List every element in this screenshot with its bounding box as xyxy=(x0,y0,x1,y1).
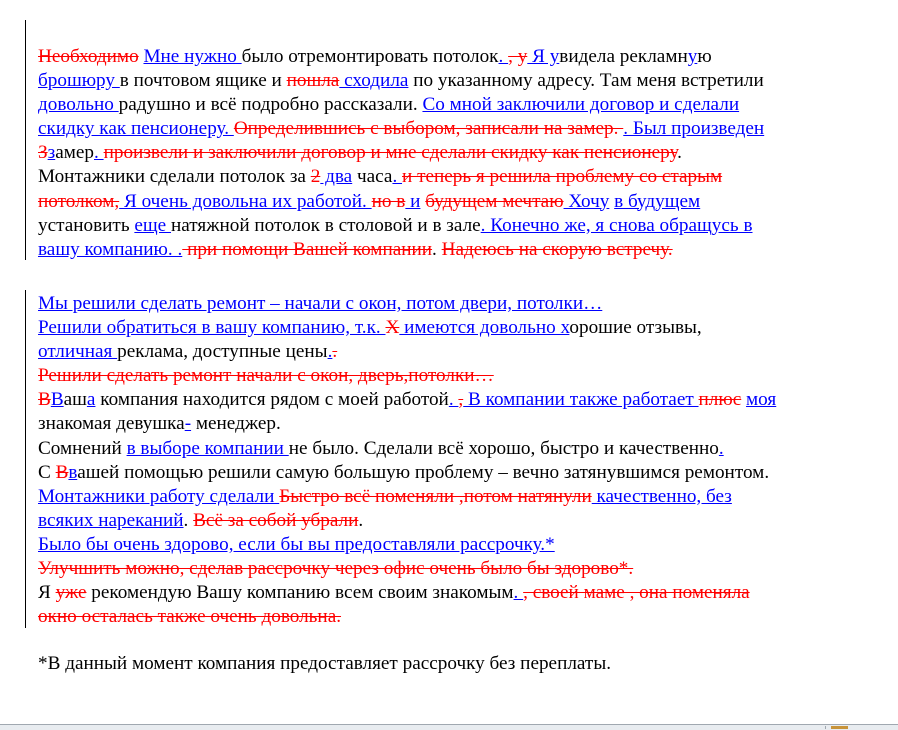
tracked-insertion: Мне нужно xyxy=(143,46,242,67)
tracked-insertion: В xyxy=(50,389,64,411)
text-run: . xyxy=(677,142,682,164)
tracked-insertion: сходила xyxy=(339,70,409,92)
text-run: С xyxy=(38,461,56,483)
text-run: знакомая девушка xyxy=(38,413,185,435)
tracked-insertion: В компании также работает xyxy=(463,389,699,411)
tracked-insertion: качественно, без xyxy=(591,485,732,507)
text-line xyxy=(38,485,868,509)
tracked-insertion: скидку как пенсионеру. xyxy=(38,118,234,140)
tracked-deletion: потолком, xyxy=(38,190,120,212)
text-run: установить xyxy=(38,214,135,236)
tracked-insertion: Решили обратиться в вашу компанию, т.к. xyxy=(38,317,386,339)
text-line xyxy=(38,340,868,364)
tracked-insertion: . Конечно же, я снова обращусь в xyxy=(480,214,753,236)
text-run: . xyxy=(183,509,194,531)
tracked-deletion: Надеюсь на скорую встречу. xyxy=(441,238,673,260)
text-run: Монтажники сделали потолок за xyxy=(38,166,311,188)
tracked-insertion: Со мной заключили договор и сделали xyxy=(422,94,740,116)
tracked-insertion: а xyxy=(86,389,96,411)
text-run: менеджер. xyxy=(191,413,281,435)
text-run: реклама, доступные цены xyxy=(117,341,328,363)
text-line xyxy=(38,141,868,165)
tracked-insertion: з xyxy=(47,142,56,164)
text-run: рекомендую Вашу компанию всем своим знакомым xyxy=(86,582,514,604)
tracked-deletion: Решили сделать ремонт начали с окон, дверь,потолки… xyxy=(38,365,494,387)
text-line xyxy=(38,581,868,605)
change-bar-paragraph-1 xyxy=(25,20,26,260)
tracked-insertion: в выборе компании xyxy=(126,437,289,459)
tracked-deletion: Всё за собой убрали xyxy=(193,509,359,531)
text-line xyxy=(38,117,868,141)
status-bar xyxy=(0,724,898,730)
tracked-deletion: Необходимо xyxy=(38,46,139,67)
tracked-deletion: , xyxy=(458,389,464,411)
text-line xyxy=(38,605,868,629)
text-run: по указанному адресу. Там меня встретили xyxy=(408,70,764,92)
text-run: ю xyxy=(697,46,712,67)
text-line xyxy=(38,238,868,262)
text-line xyxy=(38,190,868,214)
tracked-insertion: и xyxy=(405,190,421,212)
tracked-insertion: имеются довольно х xyxy=(399,317,570,339)
tracked-deletion: окно осталась также очень довольна. xyxy=(38,606,342,628)
tracked-insertion: Я у xyxy=(527,46,560,67)
text-line xyxy=(38,165,868,189)
footnote-text: *В данный момент компания предоставляет рассрочку без переплаты. xyxy=(38,653,612,674)
tracked-deletion: Х xyxy=(385,317,400,339)
text-line xyxy=(38,292,868,316)
tracked-deletion: уже xyxy=(55,582,87,604)
text-line xyxy=(38,557,868,581)
text-run: видела рекламн xyxy=(559,46,688,67)
tracked-deletion: Определившись с выбором, записали на замер. xyxy=(233,118,624,140)
tracked-deletion: В xyxy=(55,461,69,483)
tracked-insertion: Было бы очень здорово, если бы вы предоставляли рассрочку.* xyxy=(38,533,555,555)
text-run: компания находится рядом с моей работой xyxy=(95,389,449,411)
text-run: радушно и всё подробно рассказали. xyxy=(118,94,423,116)
tracked-insertion: . xyxy=(94,142,104,164)
tracked-insertion: Я очень довольна их работой. xyxy=(119,190,372,212)
tracked-insertion: всяких нареканий xyxy=(38,509,184,531)
tracked-deletion: , своей маме , она поменяла xyxy=(523,582,750,604)
tracked-insertion: у xyxy=(687,46,698,67)
paragraph-1[interactable] xyxy=(38,45,868,262)
text-run: часа xyxy=(352,166,393,188)
text-run: . xyxy=(432,238,442,260)
tracked-deletion: Улучшить можно, сделав рассрочку через офис очень было бы здорово*. xyxy=(38,558,634,580)
tracked-deletion: В xyxy=(38,389,51,411)
tracked-insertion: - xyxy=(184,413,192,435)
tracked-insertion: в будущем xyxy=(614,190,701,212)
change-bar-paragraph-2 xyxy=(25,290,26,628)
text-line xyxy=(38,412,868,436)
text-run: в почтовом ящике и xyxy=(119,70,287,92)
tracked-deletion: и теперь я решила проблему со старым xyxy=(402,166,723,188)
tracked-deletion: произвели и заключили договор и мне сделали скидку как пенсионеру xyxy=(103,142,678,164)
tracked-deletion: З xyxy=(38,142,48,164)
tracked-insertion: Мы решили сделать ремонт – начали с окон, потом двери, потолки… xyxy=(38,293,603,314)
tracked-insertion: Хочу xyxy=(563,190,610,212)
tracked-deletion: . xyxy=(332,341,338,363)
text-line xyxy=(38,388,868,412)
text-run: натяжной потолок в столовой и в зале xyxy=(170,214,481,236)
text-run: не было. Сделали всё хорошо, быстро и качественно xyxy=(288,437,719,459)
tracked-insertion: еще xyxy=(134,214,171,236)
text-line xyxy=(38,509,868,533)
tracked-insertion: . xyxy=(448,389,459,411)
text-line xyxy=(38,364,868,388)
tracked-deletion: плюс xyxy=(698,389,742,411)
tracked-insertion: . xyxy=(498,46,509,67)
tracked-insertion: два xyxy=(320,166,353,188)
tracked-insertion: . xyxy=(327,341,333,363)
text-run: было отремонтировать потолок xyxy=(241,46,499,67)
tracked-deletion: 2 xyxy=(310,166,321,188)
tracked-insertion: вашу компанию. . xyxy=(38,238,183,260)
text-line xyxy=(38,93,868,117)
text-line xyxy=(38,69,868,93)
tracked-insertion: Монтажники работу сделали xyxy=(38,485,280,507)
text-run: . xyxy=(358,509,364,531)
text-line xyxy=(38,214,868,238)
tracked-insertion: моя xyxy=(746,389,777,411)
tracked-insertion: . Был произведен xyxy=(623,118,765,140)
text-line xyxy=(38,45,868,69)
tracked-deletion: будущем мечтаю xyxy=(425,190,564,212)
text-line xyxy=(38,437,868,461)
tracked-insertion: брошюру xyxy=(38,70,120,92)
paragraph-2[interactable] xyxy=(38,292,868,629)
tracked-deletion: Быстро всё поменяли ,потом натянули xyxy=(279,485,592,507)
tracked-deletion: при помощи Вашей компании xyxy=(182,238,433,260)
text-run: аш xyxy=(63,389,87,411)
tracked-deletion: но в xyxy=(371,190,406,212)
tracked-insertion: в xyxy=(68,461,78,483)
text-run: орошие отзывы, xyxy=(569,317,702,339)
text-line xyxy=(38,316,868,340)
text-line xyxy=(38,461,868,485)
tracked-insertion: . xyxy=(392,166,403,188)
tracked-insertion: . xyxy=(718,437,724,459)
tracked-insertion: отличная xyxy=(38,341,118,363)
tracked-insertion: довольно xyxy=(38,94,119,116)
text-run: амер xyxy=(55,142,94,164)
tracked-deletion: , у xyxy=(508,46,528,67)
text-run: Сомнений xyxy=(38,437,127,459)
text-run: Я xyxy=(38,582,56,604)
text-run: ашей помощью решили самую большую проблему – вечно затянувшимся ремонтом. xyxy=(77,461,770,483)
tracked-insertion: . xyxy=(513,582,524,604)
tracked-deletion: пошла xyxy=(286,70,340,92)
text-line xyxy=(38,533,868,557)
